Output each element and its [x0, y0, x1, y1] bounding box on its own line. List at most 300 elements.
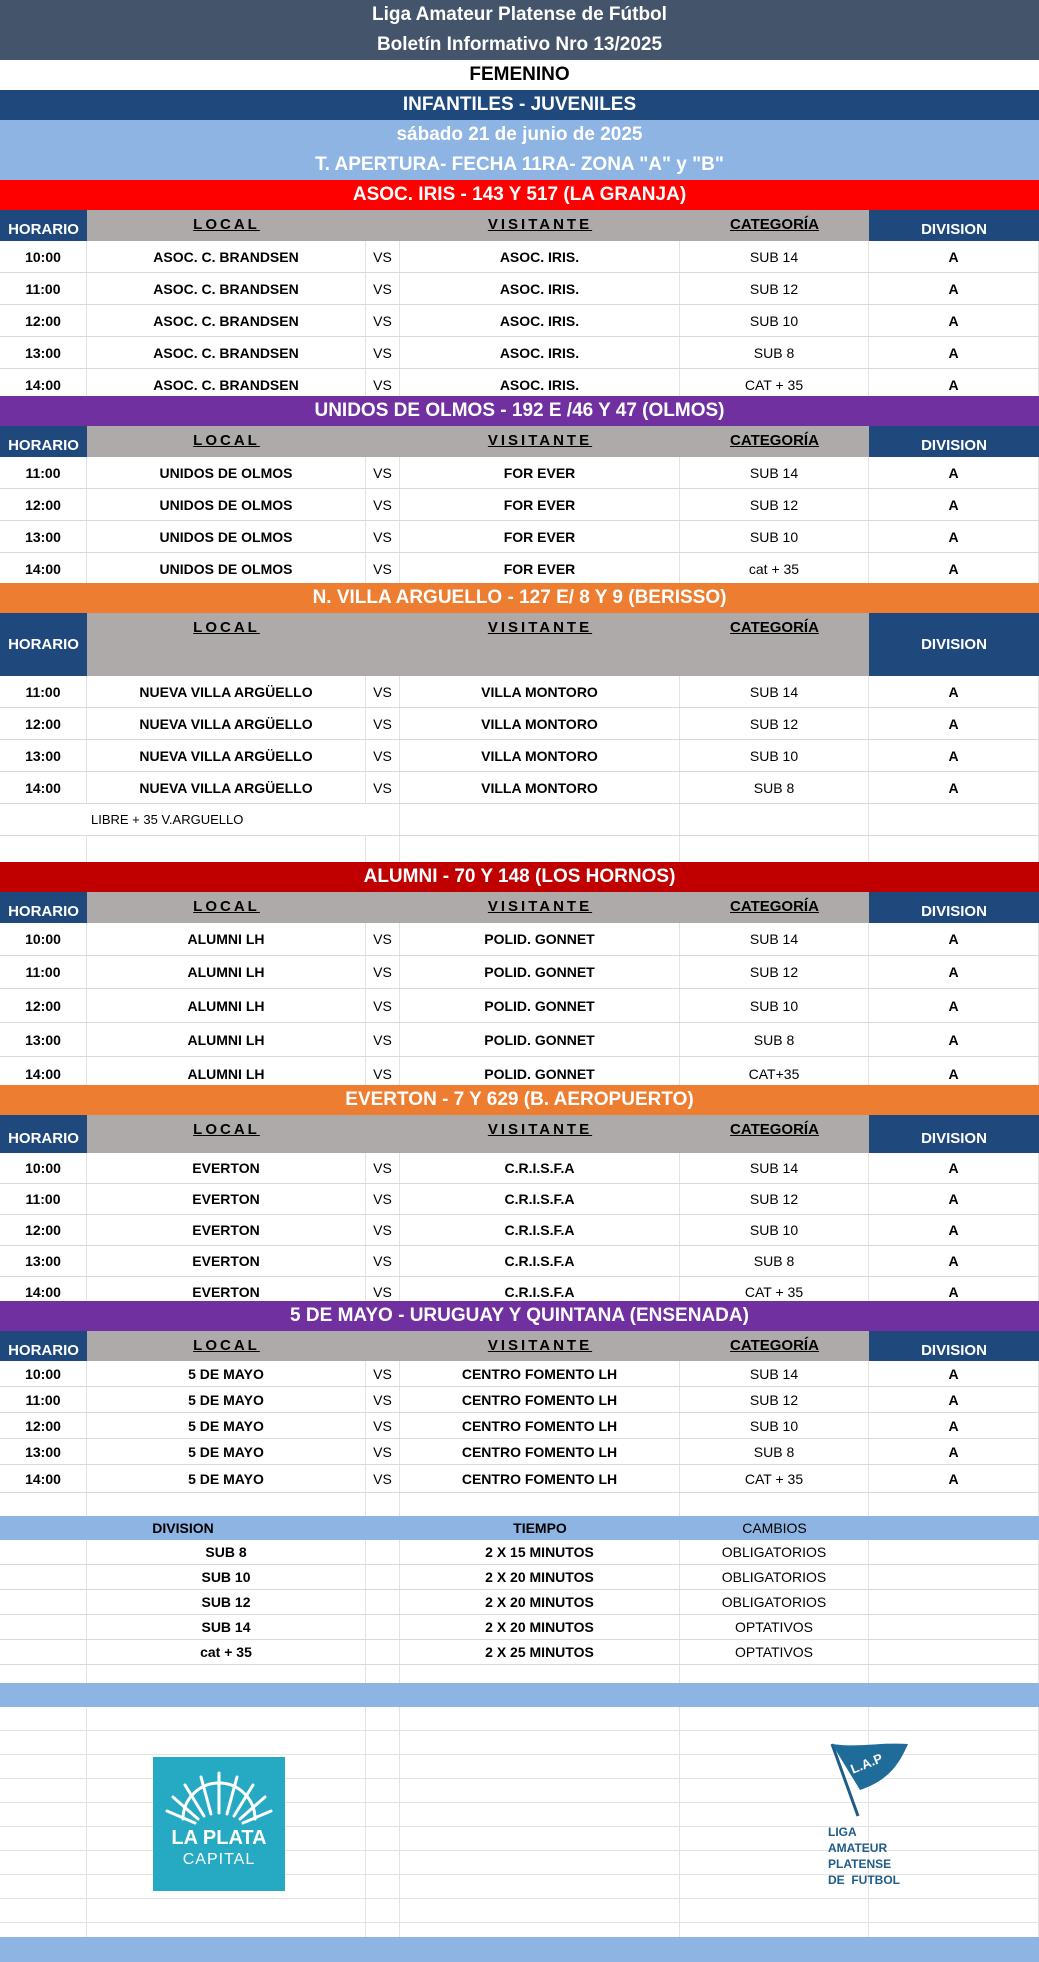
venue-section — [0, 583, 1039, 868]
header-division-label: DIVISION — [921, 903, 987, 920]
match-visitor-team: ASOC. IRIS. — [400, 369, 680, 400]
header-visitante-label: VISITANTE — [487, 898, 593, 915]
match-vs: VS — [366, 1413, 400, 1438]
blank-cell — [0, 1640, 87, 1664]
match-category: SUB 10 — [680, 305, 869, 336]
rules-time: 2 X 20 MINUTOS — [400, 1615, 680, 1639]
match-row — [0, 740, 1039, 772]
match-division: A — [869, 457, 1039, 488]
header-division — [869, 613, 1039, 676]
lap-logo-text — [828, 1824, 900, 1888]
blank-cell — [366, 1803, 400, 1826]
match-division: A — [869, 956, 1039, 988]
match-vs: VS — [366, 553, 400, 584]
match-visitor-team: ASOC. IRIS. — [400, 241, 680, 272]
rules-row — [0, 1540, 1039, 1565]
match-time: 10:00 — [0, 1153, 87, 1183]
match-category: SUB 12 — [680, 708, 869, 739]
blank-cell — [400, 1707, 680, 1730]
match-division: A — [869, 1246, 1039, 1276]
header-horario-label: HORARIO — [8, 221, 79, 238]
match-visitor-team: CENTRO FOMENTO LH — [400, 1413, 680, 1438]
match-local-team: EVERTON — [87, 1277, 366, 1307]
blank-cell — [366, 1755, 400, 1778]
match-time: 12:00 — [0, 989, 87, 1022]
header-horario — [0, 210, 87, 241]
header-categoria — [680, 1331, 869, 1361]
blank-cell — [0, 1615, 87, 1639]
match-category: SUB 10 — [680, 1215, 869, 1245]
venue-note-row — [0, 804, 1039, 836]
match-row — [0, 1215, 1039, 1246]
header-horario — [0, 1331, 87, 1361]
blank-cell — [680, 1899, 869, 1922]
match-visitor-team: C.R.I.S.F.A — [400, 1215, 680, 1245]
match-time: 13:00 — [0, 521, 87, 552]
match-division: A — [869, 1277, 1039, 1307]
header-categoria — [680, 210, 869, 241]
header-division — [869, 426, 1039, 457]
rules-division: SUB 12 — [87, 1590, 366, 1614]
match-division: A — [869, 1023, 1039, 1056]
blank-cell — [869, 1615, 1039, 1639]
match-time: 13:00 — [0, 1246, 87, 1276]
match-category: SUB 14 — [680, 1153, 869, 1183]
blank-cell — [0, 1731, 87, 1754]
lap-flag-text: L.A.P — [848, 1750, 885, 1777]
match-division: A — [869, 989, 1039, 1022]
match-vs: VS — [366, 676, 400, 707]
header-visitante-label: VISITANTE — [487, 1337, 593, 1354]
rules-time: 2 X 20 MINUTOS — [400, 1590, 680, 1614]
match-category: SUB 12 — [680, 956, 869, 988]
match-local-team: EVERTON — [87, 1215, 366, 1245]
match-local-team: ASOC. C. BRANDSEN — [87, 337, 366, 368]
match-category: SUB 12 — [680, 1387, 869, 1412]
laplata-logo-line1: LA PLATA — [171, 1827, 267, 1849]
footer-grid-row — [0, 1707, 1039, 1731]
match-division: A — [869, 273, 1039, 304]
venue-section — [0, 1085, 1039, 1308]
match-division: A — [869, 1361, 1039, 1386]
blank-cell — [87, 1731, 366, 1754]
match-vs: VS — [366, 489, 400, 520]
header-horario-label: HORARIO — [8, 437, 79, 454]
match-vs: VS — [366, 923, 400, 955]
blank-cell — [0, 1565, 87, 1589]
match-visitor-team: C.R.I.S.F.A — [400, 1246, 680, 1276]
match-visitor-team: VILLA MONTORO — [400, 708, 680, 739]
blank-cell — [87, 1707, 366, 1730]
match-visitor-team: VILLA MONTORO — [400, 676, 680, 707]
match-category: SUB 8 — [680, 1439, 869, 1464]
match-time: 14:00 — [0, 1277, 87, 1307]
match-vs: VS — [366, 708, 400, 739]
match-local-team: ASOC. C. BRANDSEN — [87, 305, 366, 336]
match-division: A — [869, 923, 1039, 955]
match-vs: VS — [366, 305, 400, 336]
match-visitor-team: ASOC. IRIS. — [400, 337, 680, 368]
venue-title: EVERTON - 7 Y 629 (B. AEROPUERTO) — [0, 1085, 1039, 1115]
blank-cell — [366, 1875, 400, 1898]
blank-cell — [366, 1731, 400, 1754]
rules-header — [0, 1516, 1039, 1540]
match-row — [0, 772, 1039, 804]
column-header-row — [0, 1331, 1039, 1361]
blank-cell — [869, 1590, 1039, 1614]
match-division: A — [869, 305, 1039, 336]
blank-cell — [680, 1707, 869, 1730]
rules-changes: OBLIGATORIOS — [680, 1565, 869, 1589]
header-spacer — [366, 426, 400, 457]
footer-band — [0, 1683, 1039, 1707]
match-vs: VS — [366, 956, 400, 988]
match-local-team: 5 DE MAYO — [87, 1465, 366, 1492]
la-plata-capital-logo — [153, 1757, 285, 1891]
match-category: SUB 8 — [680, 337, 869, 368]
match-time: 12:00 — [0, 1413, 87, 1438]
header-local — [87, 1115, 366, 1153]
match-vs: VS — [366, 772, 400, 803]
header-horario-label: HORARIO — [8, 903, 79, 920]
match-row — [0, 521, 1039, 553]
venue-section — [0, 862, 1039, 1091]
match-time: 11:00 — [0, 1387, 87, 1412]
venue-note: LIBRE + 35 V.ARGUELLO — [0, 804, 400, 835]
match-division: A — [869, 1215, 1039, 1245]
lap-logo-line4: DE FUTBOL — [828, 1873, 900, 1887]
bulletin-title: Boletín Informativo Nro 13/2025 — [0, 30, 1039, 60]
match-vs: VS — [366, 521, 400, 552]
match-row — [0, 1439, 1039, 1465]
header-local — [87, 1331, 366, 1361]
match-category: SUB 14 — [680, 457, 869, 488]
blank-cell — [366, 1851, 400, 1874]
header-horario-label: HORARIO — [8, 636, 79, 653]
rules-time: 2 X 25 MINUTOS — [400, 1640, 680, 1664]
rules-changes: OBLIGATORIOS — [680, 1590, 869, 1614]
match-local-team: ALUMNI LH — [87, 989, 366, 1022]
blank-cell — [400, 1779, 680, 1802]
match-time: 14:00 — [0, 1057, 87, 1090]
match-row — [0, 273, 1039, 305]
match-row — [0, 676, 1039, 708]
venue-title: UNIDOS DE OLMOS - 192 E /46 Y 47 (OLMOS) — [0, 396, 1039, 426]
match-division: A — [869, 1439, 1039, 1464]
blank-cell — [869, 1640, 1039, 1664]
match-visitor-team: C.R.I.S.F.A — [400, 1277, 680, 1307]
match-category: cat + 35 — [680, 553, 869, 584]
match-category: CAT+35 — [680, 1057, 869, 1090]
match-vs: VS — [366, 1153, 400, 1183]
sun-rays-icon — [153, 1757, 285, 1891]
column-header-row — [0, 426, 1039, 457]
rules-division: SUB 10 — [87, 1565, 366, 1589]
header-visitante-label: VISITANTE — [487, 432, 593, 449]
match-time: 13:00 — [0, 1439, 87, 1464]
match-local-team: UNIDOS DE OLMOS — [87, 489, 366, 520]
header-local-label: LOCAL — [193, 1337, 260, 1354]
match-row — [0, 1246, 1039, 1277]
header-horario-label: HORARIO — [8, 1341, 79, 1359]
match-division: A — [869, 708, 1039, 739]
match-row — [0, 1387, 1039, 1413]
match-local-team: EVERTON — [87, 1184, 366, 1214]
blank-cell — [400, 1827, 680, 1850]
bottom-band — [0, 1937, 1039, 1962]
match-local-team: NUEVA VILLA ARGÜELLO — [87, 772, 366, 803]
header-horario — [0, 613, 87, 676]
blank-cell — [87, 1899, 366, 1922]
venue-section — [0, 1301, 1039, 1524]
match-visitor-team: POLID. GONNET — [400, 923, 680, 955]
header-local — [87, 613, 366, 676]
rules-changes: OBLIGATORIOS — [680, 1540, 869, 1564]
blank-cell — [366, 1779, 400, 1802]
match-category: SUB 14 — [680, 676, 869, 707]
rules-header-cambios: CAMBIOS — [742, 1520, 807, 1536]
match-category: SUB 14 — [680, 923, 869, 955]
lap-logo-line3: PLATENSE — [828, 1857, 892, 1871]
match-local-team: ASOC. C. BRANDSEN — [87, 273, 366, 304]
match-time: 11:00 — [0, 956, 87, 988]
match-time: 14:00 — [0, 553, 87, 584]
blank-cell — [400, 1899, 680, 1922]
match-local-team: UNIDOS DE OLMOS — [87, 521, 366, 552]
match-category: SUB 8 — [680, 1023, 869, 1056]
blank-cell — [0, 1803, 87, 1826]
match-visitor-team: C.R.I.S.F.A — [400, 1184, 680, 1214]
match-time: 14:00 — [0, 369, 87, 400]
match-row — [0, 489, 1039, 521]
match-row — [0, 989, 1039, 1023]
header-local-label: LOCAL — [193, 432, 260, 449]
rules-division: SUB 14 — [87, 1615, 366, 1639]
blank-cell — [869, 1707, 1039, 1730]
match-visitor-team: VILLA MONTORO — [400, 740, 680, 771]
header-local-label: LOCAL — [193, 619, 260, 636]
match-division: A — [869, 337, 1039, 368]
match-category: SUB 10 — [680, 1413, 869, 1438]
match-vs: VS — [366, 457, 400, 488]
match-time: 10:00 — [0, 1361, 87, 1386]
match-row — [0, 1184, 1039, 1215]
blank-cell — [869, 1540, 1039, 1564]
rules-row — [0, 1640, 1039, 1665]
blank-cell — [366, 1707, 400, 1730]
match-row — [0, 1023, 1039, 1057]
match-local-team: EVERTON — [87, 1153, 366, 1183]
match-time: 14:00 — [0, 1465, 87, 1492]
match-row — [0, 337, 1039, 369]
header-local — [87, 426, 366, 457]
match-local-team: ASOC. C. BRANDSEN — [87, 241, 366, 272]
match-visitor-team: CENTRO FOMENTO LH — [400, 1465, 680, 1492]
match-vs: VS — [366, 989, 400, 1022]
lap-logo-line1: LIGA — [828, 1825, 857, 1839]
match-time: 13:00 — [0, 337, 87, 368]
blank-cell — [0, 1899, 87, 1922]
match-row — [0, 553, 1039, 585]
match-time: 11:00 — [0, 1184, 87, 1214]
match-time: 12:00 — [0, 708, 87, 739]
match-category: SUB 12 — [680, 489, 869, 520]
match-visitor-team: FOR EVER — [400, 553, 680, 584]
header-horario — [0, 426, 87, 457]
venue-section — [0, 396, 1039, 585]
match-division: A — [869, 241, 1039, 272]
match-row — [0, 923, 1039, 956]
match-visitor-team: CENTRO FOMENTO LH — [400, 1439, 680, 1464]
match-vs: VS — [366, 1439, 400, 1464]
header-visitante-label: VISITANTE — [487, 1121, 593, 1138]
header-local — [87, 210, 366, 241]
match-local-team: EVERTON — [87, 1246, 366, 1276]
match-division: A — [869, 1387, 1039, 1412]
header-local-label: LOCAL — [193, 898, 260, 915]
match-row — [0, 457, 1039, 489]
header-visitante-label: VISITANTE — [487, 216, 593, 233]
match-visitor-team: POLID. GONNET — [400, 956, 680, 988]
match-local-team: 5 DE MAYO — [87, 1387, 366, 1412]
header-division — [869, 892, 1039, 923]
match-row — [0, 1465, 1039, 1493]
match-division: A — [869, 489, 1039, 520]
header-division — [869, 1115, 1039, 1153]
header-division-label: DIVISION — [921, 1129, 987, 1147]
rules-division: SUB 8 — [87, 1540, 366, 1564]
match-vs: VS — [366, 740, 400, 771]
blank-cell — [869, 1899, 1039, 1922]
match-vs: VS — [366, 1246, 400, 1276]
header-categoria-label: CATEGORÍA — [730, 216, 819, 233]
gender-label: FEMENINO — [0, 60, 1039, 90]
column-header-row — [0, 210, 1039, 241]
match-vs: VS — [366, 1277, 400, 1307]
match-division: A — [869, 521, 1039, 552]
header-categoria — [680, 613, 869, 676]
match-category: SUB 8 — [680, 1246, 869, 1276]
match-category: CAT + 35 — [680, 1465, 869, 1492]
blank-cell — [366, 1640, 400, 1664]
league-title: Liga Amateur Platense de Fútbol — [0, 0, 1039, 30]
match-division: A — [869, 1413, 1039, 1438]
blank-cell — [400, 1851, 680, 1874]
match-visitor-team: POLID. GONNET — [400, 1023, 680, 1056]
match-vs: VS — [366, 337, 400, 368]
rules-division: cat + 35 — [87, 1640, 366, 1664]
match-local-team: UNIDOS DE OLMOS — [87, 553, 366, 584]
rules-rows — [0, 1540, 1039, 1689]
header-categoria-label: CATEGORÍA — [730, 1337, 819, 1354]
match-local-team: NUEVA VILLA ARGÜELLO — [87, 708, 366, 739]
header-division-label: DIVISION — [921, 636, 987, 653]
match-vs: VS — [366, 1215, 400, 1245]
match-vs: VS — [366, 1361, 400, 1386]
match-time: 10:00 — [0, 923, 87, 955]
match-visitor-team: FOR EVER — [400, 489, 680, 520]
header-division — [869, 210, 1039, 241]
header-visitante — [400, 892, 680, 923]
match-division: A — [869, 369, 1039, 400]
rules-changes: OPTATIVOS — [680, 1615, 869, 1639]
blank-cell — [366, 1899, 400, 1922]
match-time: 12:00 — [0, 305, 87, 336]
match-time: 10:00 — [0, 241, 87, 272]
match-time: 13:00 — [0, 740, 87, 771]
match-row — [0, 956, 1039, 989]
blank-cell — [0, 1779, 87, 1802]
header-division-label: DIVISION — [921, 1341, 987, 1359]
match-visitor-team: CENTRO FOMENTO LH — [400, 1387, 680, 1412]
header-local-label: LOCAL — [193, 1121, 260, 1138]
rules-time: 2 X 15 MINUTOS — [400, 1540, 680, 1564]
match-local-team: 5 DE MAYO — [87, 1361, 366, 1386]
header-division-label: DIVISION — [921, 437, 987, 454]
header-horario — [0, 892, 87, 923]
match-visitor-team: FOR EVER — [400, 521, 680, 552]
match-visitor-team: ASOC. IRIS. — [400, 305, 680, 336]
header-visitante — [400, 210, 680, 241]
column-header-row — [0, 1115, 1039, 1153]
blank-cell — [869, 1565, 1039, 1589]
rules-changes: OPTATIVOS — [680, 1640, 869, 1664]
header-categoria-label: CATEGORÍA — [730, 432, 819, 449]
header-visitante — [400, 1115, 680, 1153]
match-division: A — [869, 740, 1039, 771]
blank-cell — [400, 804, 680, 835]
match-local-team: UNIDOS DE OLMOS — [87, 457, 366, 488]
tournament-label: T. APERTURA- FECHA 11RA- ZONA "A" y "B" — [0, 150, 1039, 180]
blank-cell — [366, 1615, 400, 1639]
match-category: SUB 10 — [680, 989, 869, 1022]
rules-header-tiempo: TIEMPO — [513, 1520, 567, 1536]
rules-table — [0, 1516, 1039, 1689]
venue-title: N. VILLA ARGUELLO - 127 E/ 8 Y 9 (BERISSO) — [0, 583, 1039, 613]
header-visitante-label: VISITANTE — [487, 619, 593, 636]
match-local-team: ALUMNI LH — [87, 1023, 366, 1056]
column-header-row — [0, 613, 1039, 676]
match-category: SUB 14 — [680, 1361, 869, 1386]
match-division: A — [869, 772, 1039, 803]
laplata-logo-line2: CAPITAL — [182, 1851, 256, 1868]
blank-cell — [0, 1590, 87, 1614]
match-visitor-team: POLID. GONNET — [400, 1057, 680, 1090]
header-spacer — [366, 1331, 400, 1361]
header-division — [869, 1331, 1039, 1361]
match-row — [0, 241, 1039, 273]
header-spacer — [366, 892, 400, 923]
match-local-team: NUEVA VILLA ARGÜELLO — [87, 676, 366, 707]
match-visitor-team: FOR EVER — [400, 457, 680, 488]
match-local-team: ALUMNI LH — [87, 923, 366, 955]
match-division: A — [869, 1465, 1039, 1492]
header-categoria-label: CATEGORÍA — [730, 1121, 819, 1138]
header-visitante — [400, 1331, 680, 1361]
header-categoria-label: CATEGORÍA — [730, 898, 819, 915]
match-vs: VS — [366, 369, 400, 400]
match-row — [0, 708, 1039, 740]
match-row — [0, 1413, 1039, 1439]
match-vs: VS — [366, 1184, 400, 1214]
header-categoria — [680, 1115, 869, 1153]
blank-cell — [0, 1851, 87, 1874]
header-visitante — [400, 426, 680, 457]
venue-section — [0, 180, 1039, 401]
match-division: A — [869, 1057, 1039, 1090]
column-header-row — [0, 892, 1039, 923]
match-category: SUB 12 — [680, 1184, 869, 1214]
